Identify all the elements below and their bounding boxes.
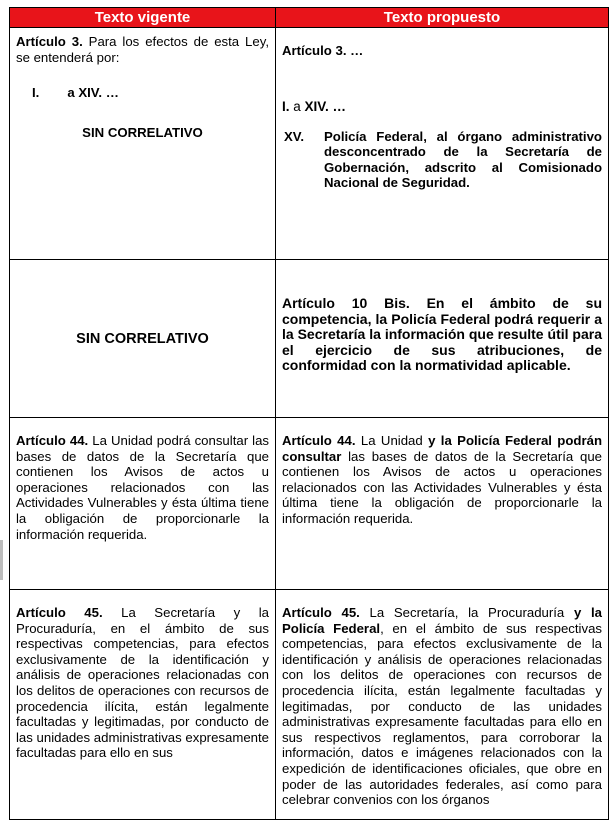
roman-range [10,85,275,100]
cell-vigente-10bis [10,260,276,418]
bold-part: y la Policía Federal podrán consultar [282,433,602,464]
text-part: La Secretaría, la Procuraduría [359,605,574,620]
art-text: Para los efectos de esta Ley, se entenderá por: [16,34,269,65]
roman-a: a [289,98,305,114]
roman-text: a XIV. … [67,85,119,101]
art-label: Artículo 44. [16,433,89,448]
margin-mark [0,540,3,580]
row-articulo-44 [10,418,609,590]
art-label: Artículo 3. … [282,43,364,58]
bold-part: y la Policía Federal [282,605,602,636]
art10bis-text: Artículo 10 Bis. En el ámbito de su competencia, la Policía Federal podrá requerir a la Secretaría la información que resulte útil para el ejercicio de sus atribuciones, de conformidad con la normatividad aplicable. [282,295,602,374]
cell-propuesto-art3 [276,28,609,260]
header-row [10,8,609,28]
art-text: La Secretaría y la Procuraduría, en el ámbito de sus respectivas competencias, para efectos exclusivamente de la identificación y análisis de operaciones relacionadas con los delitos de operaciones con recursos de procedencia ilícita, están legalmente facultadas y legitimadas, por conducto de las unidades administrativas expresamente facultadas para ello en sus [16,605,269,761]
xv-text: Policía Federal, al órgano administrativo desconcentrado de la Secretaría de Gobernación, adscrito al Comisionado Nacional de Seguridad. [324,128,602,191]
cell-propuesto-art44 [276,418,609,590]
sin-correlativo: SIN CORRELATIVO [82,125,203,141]
cell-vigente-art44 [10,418,276,590]
comparison-table [9,7,609,820]
text-part: , en el ámbito de sus respectivas competencias, para efectos exclusivamente de la identificación y análisis de operaciones relacionadas con los delitos de operaciones con recursos de procedencia ilícita, están legalmente facultadas y legitimadas, por conducto de las unidades administrativas expresamente facultadas para ello en sus respectivos reglamentos, para corroborar la información, datos e imágenes relacionados con la expedición de identificaciones oficiales, que obre en poder de las autoridades federales, así como para celebrar convenios con los órganos [282,620,602,808]
cell-vigente-art45 [10,590,276,820]
cell-propuesto-10bis [276,260,609,418]
art-label: Artículo 44. [282,433,356,448]
roman-num: I. [282,98,290,114]
art-label: Artículo 3. [16,34,83,49]
header-texto-vigente: Texto vigente [10,8,276,28]
fraccion-xv [276,129,608,191]
row-articulo-3 [10,28,609,260]
row-articulo-10bis [10,260,609,418]
text-part: La Unidad [355,433,429,448]
row-articulo-45 [10,590,609,820]
cell-vigente-art3 [10,28,276,260]
header-texto-propuesto: Texto propuesto [276,8,609,28]
xv-num: XV. [284,128,305,144]
roman-text: XIV. … [304,98,347,114]
art-label: Artículo 45. [282,605,360,620]
art-text: La Unidad podrá consultar las bases de datos de la Secretaría que contienen los Avisos de actos u operaciones relacionados con las Actividades Vulnerables y ésta última tiene la obligación de proporcionarle la información requerida. [16,433,269,542]
roman-range [276,99,608,114]
cell-propuesto-art45 [276,590,609,820]
roman-num: I. [32,85,40,101]
text-part: las bases de datos de la Secretaría que contienen los Avisos de actos u operaciones relacionados con las Actividades Vulnerables y ésta última tiene la obligación de proporcionarle la información requerida. [282,448,602,526]
art-label: Artículo 45. [16,605,103,620]
sin-correlativo: SIN CORRELATIVO [76,330,209,347]
